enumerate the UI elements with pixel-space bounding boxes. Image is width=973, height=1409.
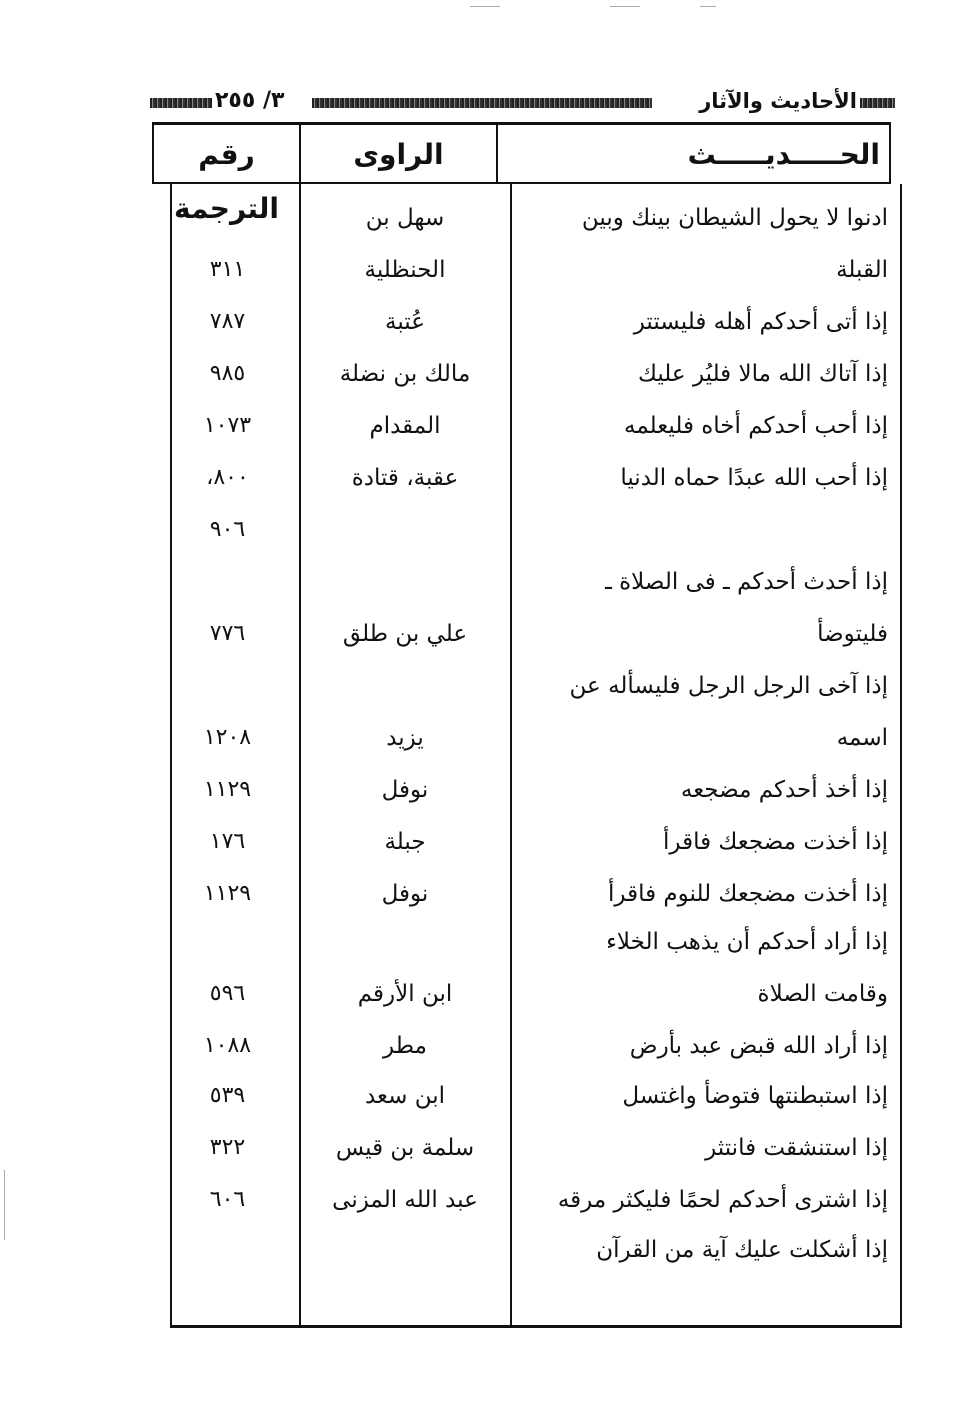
- table-row: [0, 510, 973, 550]
- entry-number: [155, 666, 300, 706]
- hadith-text: اسمه: [836, 725, 888, 751]
- header-shading-right: [860, 98, 895, 108]
- hadith-text: إذا أراد أحدكم أن يذهب الخلاء: [606, 929, 888, 955]
- narrator: عُتبة: [385, 309, 425, 335]
- entry-number: ١٧٦: [209, 829, 246, 854]
- hadith-text: وقامت الصلاة: [757, 981, 888, 1007]
- entry-number: ٩٠٦: [209, 517, 246, 542]
- narrator: يزيد: [386, 725, 424, 751]
- entry-number: ٧٨٧: [209, 309, 246, 334]
- narrator: [300, 1230, 510, 1270]
- hadith-text: إذا آتاك الله مالا فليُر عليك: [637, 361, 888, 387]
- header-shading-middle: [312, 98, 652, 108]
- entry-number: ٧٧٦: [209, 621, 246, 646]
- column-header-narrator: الراوى: [353, 138, 444, 171]
- table-row: [0, 302, 973, 342]
- narrator: الحنظلية: [364, 257, 446, 283]
- hadith-text: إذا أخذ أحدكم مضجعه: [680, 777, 888, 803]
- entry-number: ٦٠٦: [209, 1187, 246, 1212]
- table-row: [0, 874, 973, 914]
- hadith-text: فليتوضأ: [817, 621, 888, 647]
- table-row: [0, 822, 973, 862]
- hadith-text: إذا أخذت مضجعك للنوم فاقرأ: [608, 881, 888, 907]
- frame-top-border: [152, 122, 891, 125]
- entry-number: ١١٢٩: [203, 777, 252, 802]
- narrator: علي بن طلق: [342, 621, 468, 647]
- table-row: [0, 354, 973, 394]
- entry-number: [155, 922, 300, 962]
- narrator: ابن سعد: [364, 1083, 446, 1109]
- hadith-text: إذا استبطنتها فتوضأ واغتسل: [622, 1083, 888, 1109]
- table-row: [0, 250, 973, 290]
- column-header-entry-no: رقم الترجمة: [174, 138, 279, 225]
- table-row: [0, 1076, 973, 1116]
- table-row: [0, 922, 973, 962]
- hadith-text: إذا أشكلت عليك آية من القرآن: [596, 1237, 888, 1263]
- narrator: جبلة: [384, 829, 426, 855]
- frame-bottom-border: [170, 1325, 902, 1328]
- scan-mark-left: [4, 1170, 5, 1240]
- entry-number: ٥٣٩: [209, 1083, 246, 1108]
- table-row: [0, 666, 973, 706]
- table-row: [0, 562, 973, 602]
- table-row: [0, 458, 973, 498]
- entry-number: [155, 1230, 300, 1270]
- entry-number: ٨٠٠،: [206, 465, 249, 490]
- entry-number: ١٠٧٣: [203, 413, 252, 438]
- narrator: مالك بن نضلة: [339, 361, 471, 387]
- table-row: [0, 198, 973, 238]
- running-header: [150, 86, 895, 118]
- hadith-text: إذا أحب الله عبدًا حماه الدنيا: [620, 465, 888, 491]
- entry-number: [155, 198, 300, 238]
- entry-number: ١١٢٩: [203, 881, 252, 906]
- narrator: [300, 562, 510, 602]
- table-row: [0, 974, 973, 1014]
- narrator: نوفل: [381, 777, 429, 803]
- frame-right-border: [889, 122, 891, 184]
- narrator: عبد الله المزنى: [332, 1187, 478, 1213]
- narrator: سلمة بن قيس: [335, 1135, 475, 1161]
- entry-number: ٣١١: [209, 257, 246, 282]
- hadith-text: إذا اشترى أحدكم لحمًا فليكثر مرقه: [557, 1187, 888, 1213]
- hadith-text: إذا أحب أحدكم أخاه فليعلمه: [624, 413, 888, 439]
- table-row: [0, 1026, 973, 1066]
- narrator: نوفل: [381, 881, 429, 907]
- hadith-text: إذا أخذت مضجعك فاقرأ: [663, 829, 888, 855]
- header-shading-left: [150, 98, 212, 108]
- table-row: [0, 614, 973, 654]
- table-row: [0, 406, 973, 446]
- table-row: [0, 1128, 973, 1168]
- column-header-text: الحـــــديـــــث: [687, 138, 880, 171]
- entry-number: ١٢٠٨: [203, 725, 252, 750]
- hadith-text: إذا أتى أحدكم أهله فليستتر: [633, 309, 888, 335]
- hadith-text: إذا آخى الرجل الرجل فليسأله عن: [569, 673, 888, 699]
- hadith-text: القبلة: [836, 257, 888, 283]
- entry-number: ٩٨٥: [209, 361, 246, 386]
- entry-number: ١٠٨٨: [203, 1033, 252, 1058]
- hadith-text: [538, 510, 888, 550]
- hadith-text: إذا أراد الله قبض عبد بأرض: [629, 1033, 888, 1059]
- entry-number: ٣٢٢: [209, 1135, 246, 1160]
- hadith-text: إذا أحدث أحدكم ـ فى الصلاة ـ: [605, 569, 888, 595]
- narrator: [300, 922, 510, 962]
- scan-mark-top: [700, 6, 716, 7]
- narrator: ابن الأرقم: [357, 981, 453, 1007]
- page-reference: ٣/ ٢٥٥: [215, 88, 285, 113]
- table-row: [0, 770, 973, 810]
- table-row: [0, 1230, 973, 1270]
- entry-number: [155, 562, 300, 602]
- table-row: [0, 1180, 973, 1220]
- book-title: الأحاديث والآثار: [699, 89, 857, 113]
- entry-number: ٥٩٦: [209, 981, 246, 1006]
- narrator: سهل بن: [365, 205, 445, 231]
- scan-mark-top: [470, 6, 500, 7]
- narrator: المقدام: [369, 413, 441, 439]
- narrator: مطر: [383, 1033, 427, 1059]
- narrator: عقبة، قتادة: [351, 465, 459, 491]
- hadith-text: إذا استنشقت فانتثر: [705, 1135, 888, 1161]
- scan-mark-top: [610, 6, 640, 7]
- table-row: [0, 718, 973, 758]
- hadith-text: ادنوا لا يحول الشيطان بينك وبين: [581, 205, 888, 231]
- narrator: [300, 666, 510, 706]
- narrator: [300, 510, 510, 550]
